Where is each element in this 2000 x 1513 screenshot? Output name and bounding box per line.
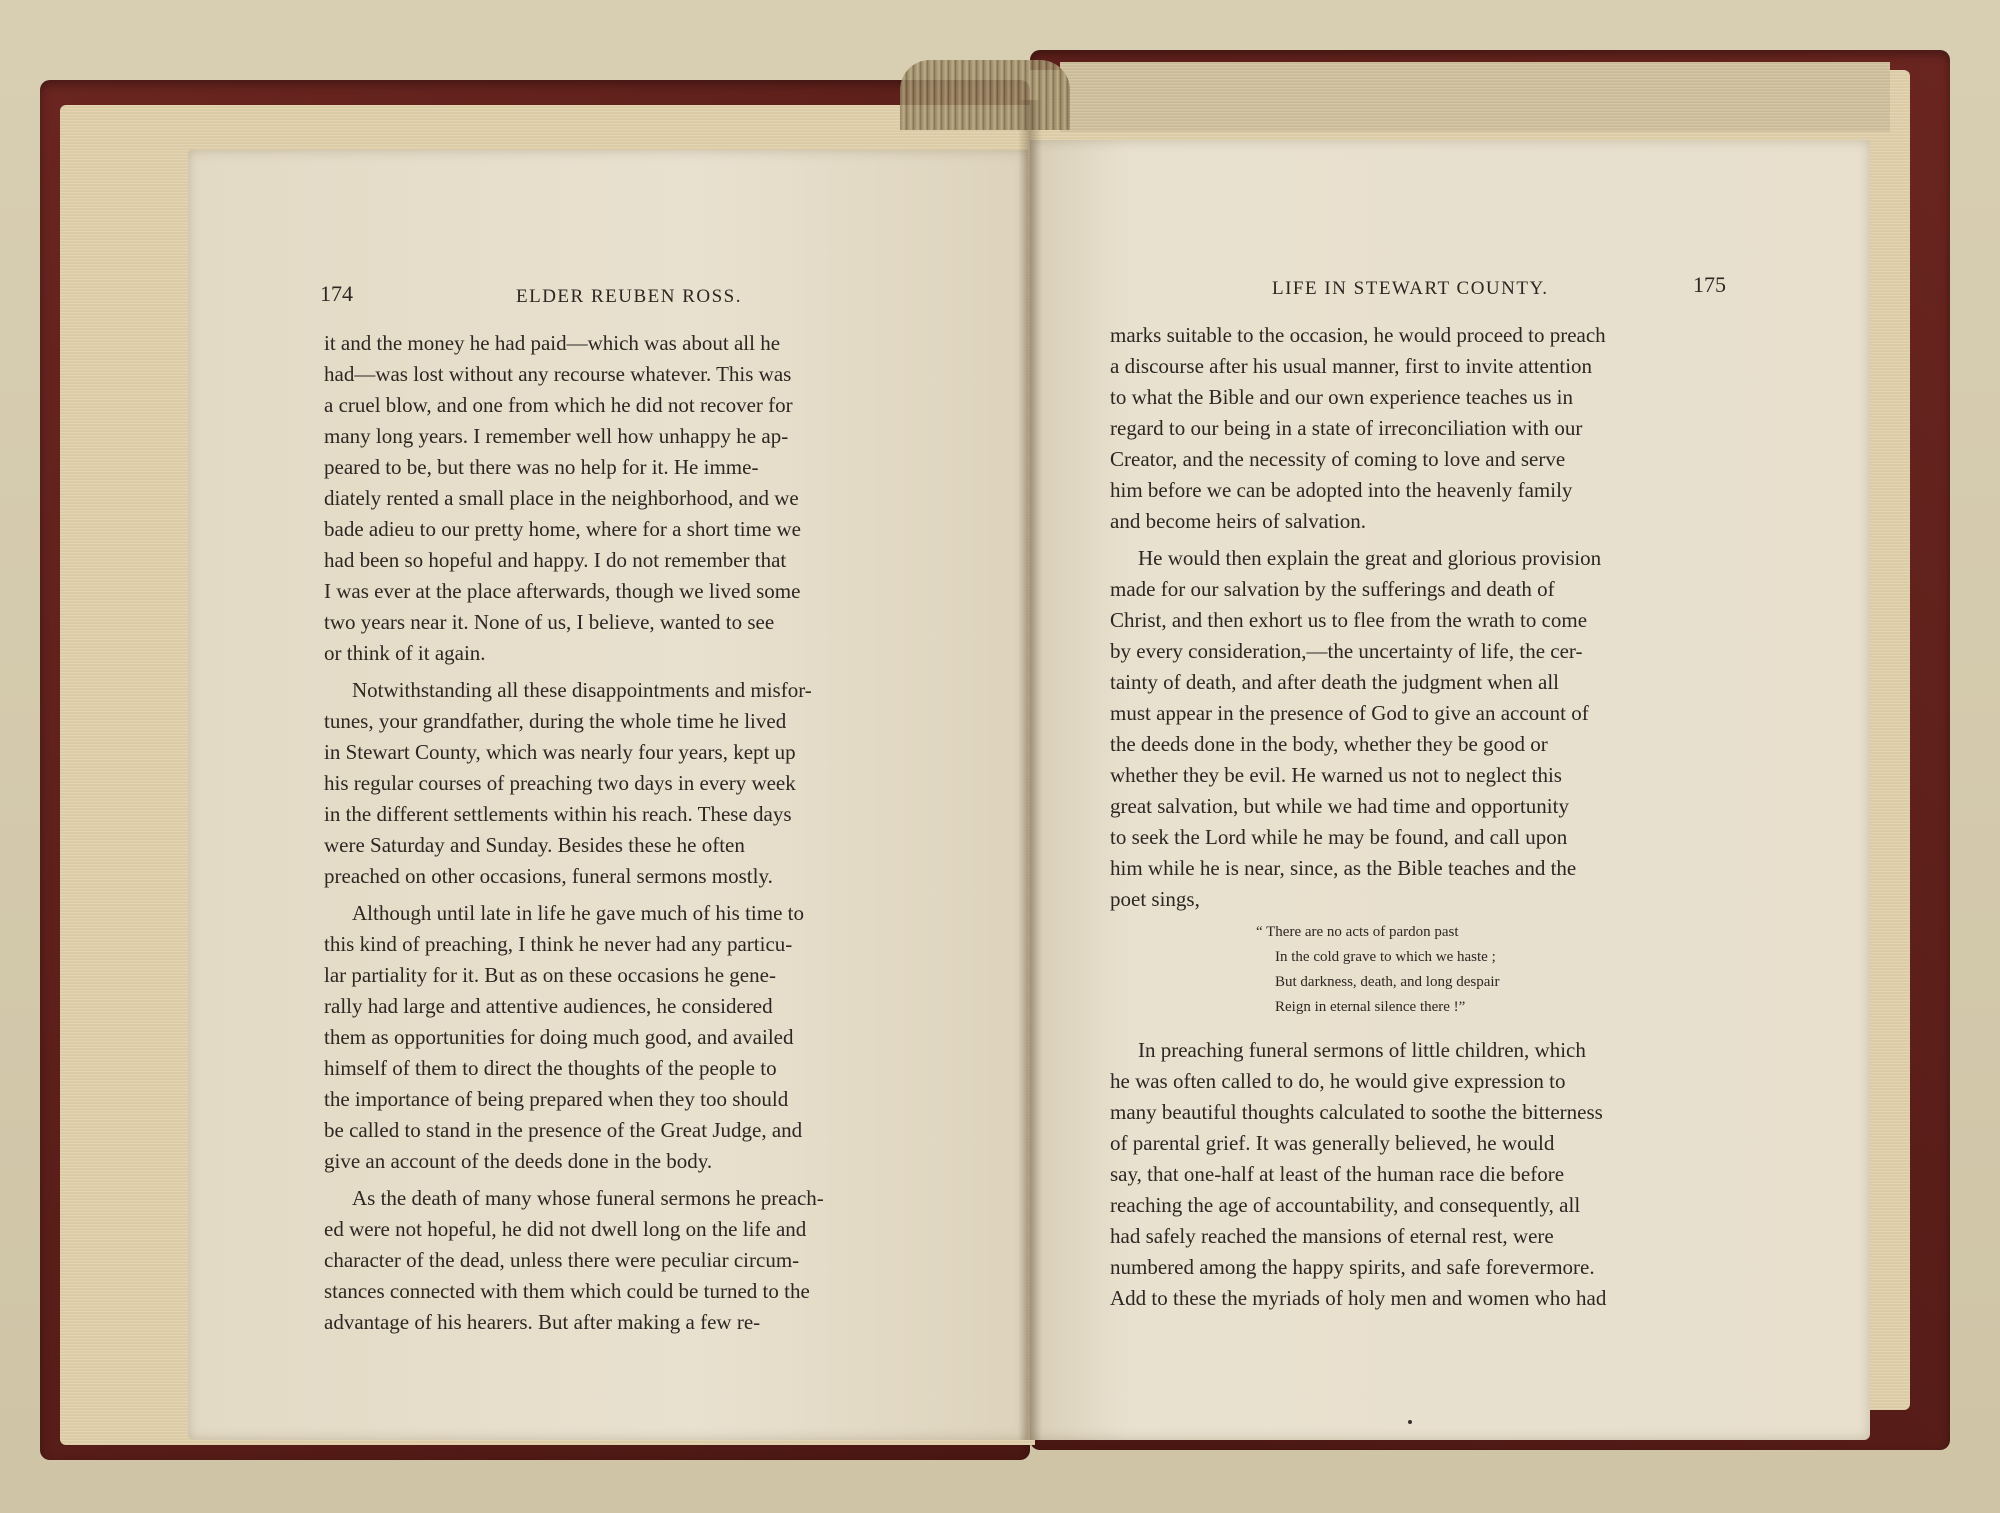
poem-line: In the cold grave to which we haste ; [1275,949,1496,965]
text-line: in the different settlements within his reach. These days [324,802,792,826]
text-line: I was ever at the place afterwards, though we lived some [324,579,801,603]
text-line: it and the money he had paid—which was about all he [324,331,781,355]
text-line: two years near it. None of us, I believe, wanted to see [324,610,775,634]
text-line: character of the dead, unless there were peculiar circum- [324,1248,800,1272]
running-head-right: LIFE IN STEWART COUNTY. [1272,278,1549,299]
text-line: the importance of being prepared when they too should [324,1087,789,1111]
text-line: made for our salvation by the sufferings and death of [1110,577,1555,601]
text-line: rally had large and attentive audiences, he considered [324,994,773,1018]
text-line: a cruel blow, and one from which he did not recover for [324,393,793,417]
text-line: had—was lost without any recourse whatever. This was [324,362,792,386]
gutter-shadow [1018,100,1042,1440]
text-line: numbered among the happy spirits, and safe forevermore. [1110,1255,1595,1279]
text-line: were Saturday and Sunday. Besides these he often [324,833,745,857]
text-line: marks suitable to the occasion, he would proceed to preach [1110,323,1606,347]
text-line: Christ, and then exhort us to flee from the wrath to come [1110,608,1588,632]
text-line: the deeds done in the body, whether they be good or [1110,732,1548,756]
text-line: his regular courses of preaching two days in every week [324,771,796,795]
text-line: In preaching funeral sermons of little children, which [1138,1038,1586,1062]
text-line: had safely reached the mansions of eternal rest, were [1110,1224,1554,1248]
text-line: preached on other occasions, funeral sermons mostly. [324,864,773,888]
text-line: him before we can be adopted into the heavenly family [1110,478,1573,502]
text-line: Creator, and the necessity of coming to love and serve [1110,447,1566,471]
text-line: great salvation, but while we had time and opportunity [1110,794,1569,818]
text-line: reaching the age of accountability, and consequently, all [1110,1193,1581,1217]
text-line: tainty of death, and after death the judgment when all [1110,670,1560,694]
text-line: diately rented a small place in the neighborhood, and we [324,486,799,510]
ink-speck [1408,1420,1412,1424]
poem-line: But darkness, death, and long despair [1275,974,1500,990]
text-line: bade adieu to our pretty home, where for a short time we [324,517,802,541]
spine-binding [900,60,1070,130]
text-line: and become heirs of salvation. [1110,509,1366,533]
text-line: Although until late in life he gave much of his time to [352,901,804,925]
text-line: stances connected with them which could be turned to the [324,1279,810,1303]
text-line: regard to our being in a state of irreconciliation with our [1110,416,1583,440]
page-edges-top [1060,62,1890,132]
text-line: them as opportunities for doing much good, and availed [324,1025,794,1049]
page-number-left: 174 [320,281,353,306]
text-line: whether they be evil. He warned us not to neglect this [1110,763,1562,787]
left-page-text [324,328,944,1338]
text-line: him while he is near, since, as the Bible teaches and the [1110,856,1577,880]
text-line: a discourse after his usual manner, first to invite attention [1110,354,1593,378]
text-line: or think of it again. [324,641,486,665]
text-line: himself of them to direct the thoughts of the people to [324,1056,777,1080]
text-line: of parental grief. It was generally believed, he would [1110,1131,1555,1155]
poem-line: “ There are no acts of pardon past [1256,924,1459,940]
text-line: He would then explain the great and glorious provision [1138,546,1602,570]
text-line: in Stewart County, which was nearly four years, kept up [324,740,796,764]
text-line: poet sings, [1110,887,1200,911]
text-line: to what the Bible and our own experience teaches us in [1110,385,1574,409]
text-line: had been so hopeful and happy. I do not remember that [324,548,787,572]
poem-line: Reign in eternal silence there !” [1275,999,1466,1015]
text-line: many beautiful thoughts calculated to soothe the bitterness [1110,1100,1603,1124]
text-line: by every consideration,—the uncertainty of life, the cer- [1110,639,1583,663]
text-line: to seek the Lord while he may be found, and call upon [1110,825,1568,849]
text-line: As the death of many whose funeral sermons he preach- [352,1186,824,1210]
text-line: say, that one-half at least of the human race die before [1110,1162,1565,1186]
text-line: ed were not hopeful, he did not dwell long on the life and [324,1217,807,1241]
text-line: he was often called to do, he would give expression to [1110,1069,1566,1093]
page-number-right: 175 [1693,272,1726,297]
right-page-text-top [1110,320,1730,915]
text-line: Add to these the myriads of holy men and women who had [1110,1286,1607,1310]
text-line: lar partiality for it. But as on these occasions he gene- [324,963,776,987]
text-line: peared to be, but there was no help for it. He imme- [324,455,759,479]
text-line: give an account of the deeds done in the body. [324,1149,713,1173]
running-head-left: ELDER REUBEN ROSS. [516,286,742,307]
poem-quotation [1256,920,1500,1020]
text-line: this kind of preaching, I think he never had any particu- [324,932,793,956]
text-line: Notwithstanding all these disappointments and misfor- [352,678,812,702]
text-line: tunes, your grandfather, during the whole time he lived [324,709,787,733]
text-line: many long years. I remember well how unhappy he ap- [324,424,789,448]
text-line: advantage of his hearers. But after making a few re- [324,1310,761,1334]
text-line: must appear in the presence of God to give an account of [1110,701,1589,725]
text-line: be called to stand in the presence of the Great Judge, and [324,1118,803,1142]
right-page-text-bottom [1110,1035,1730,1314]
